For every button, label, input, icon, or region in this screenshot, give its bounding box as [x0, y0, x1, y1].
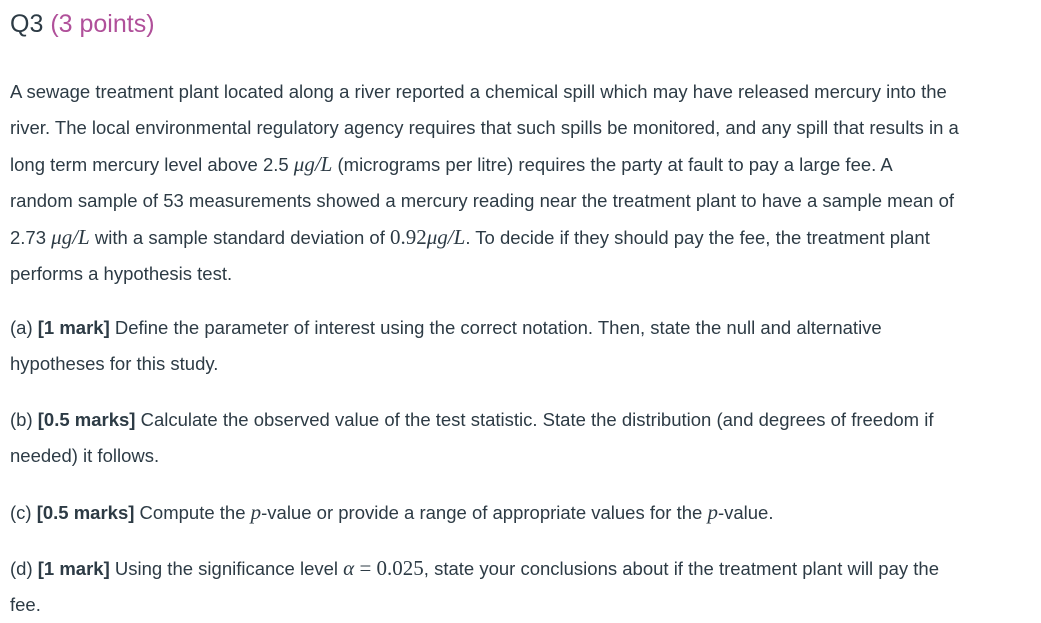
math-p: p: [250, 500, 262, 524]
math-sd-unit: μg/L: [426, 225, 466, 249]
part-c: [10, 494, 1038, 531]
question-header: [10, 6, 155, 42]
intro-line-4: random sample of 53 measurements showed a mercury reading near the treatment plant to have a sample mean of: [10, 190, 955, 211]
part-b-line-1: (b) [0.5 marks] Calculate the observed value of the test statistic. State the distribution (and degrees of freedom if: [10, 409, 934, 430]
part-a-mark: [1 mark]: [37, 317, 110, 338]
part-a-line-1: (a) [1 mark] Define the parameter of interest using the correct notation. Then, state the null and alternative: [10, 317, 882, 338]
question-number: Q3: [10, 10, 44, 38]
part-a: [10, 310, 1038, 382]
math-unit: μg/L: [293, 152, 333, 176]
part-d-line-1: (d) [1 mark] Using the significance level α = 0.025, state your conclusions about if the treatment plant will pay the: [10, 556, 939, 580]
part-d: [10, 550, 1038, 623]
part-c-line-1: (c) [0.5 marks] Compute the p-value or provide a range of appropriate values for the p-value.: [10, 500, 774, 524]
math-alpha: α: [343, 556, 355, 580]
part-b-line-2: needed) it follows.: [10, 445, 160, 466]
part-a-line-2: hypotheses for this study.: [10, 353, 219, 374]
part-d-mark: [1 mark]: [37, 558, 110, 579]
intro-line-6: performs a hypothesis test.: [10, 263, 233, 284]
part-d-line-2: fee.: [10, 594, 41, 615]
part-b: [10, 402, 1038, 474]
intro-line-5: 2.73 μg/L with a sample standard deviation of 0.92μg/L. To decide if they should pay the fee, the treatment plant: [10, 225, 930, 249]
part-b-mark: [0.5 marks]: [37, 409, 136, 430]
question-intro: [10, 74, 1038, 292]
math-p: p: [707, 500, 718, 524]
math-alpha-value: 0.025: [376, 556, 424, 580]
math-sd-value: 0.92: [390, 225, 427, 249]
part-c-mark: [0.5 marks]: [36, 502, 135, 523]
question-points: (3 points): [50, 10, 155, 38]
math-unit: μg/L: [51, 225, 90, 249]
intro-line-1: A sewage treatment plant located along a river reported a chemical spill which may have released mercury into the: [10, 81, 947, 102]
intro-line-3: long term mercury level above 2.5 μg/L (micrograms per litre) requires the party at fault to pay a large fee. A: [10, 152, 893, 176]
intro-line-2: river. The local environmental regulatory agency requires that such spills be monitored, and any spill that results in a: [10, 117, 959, 138]
math-equals: =: [354, 556, 377, 580]
